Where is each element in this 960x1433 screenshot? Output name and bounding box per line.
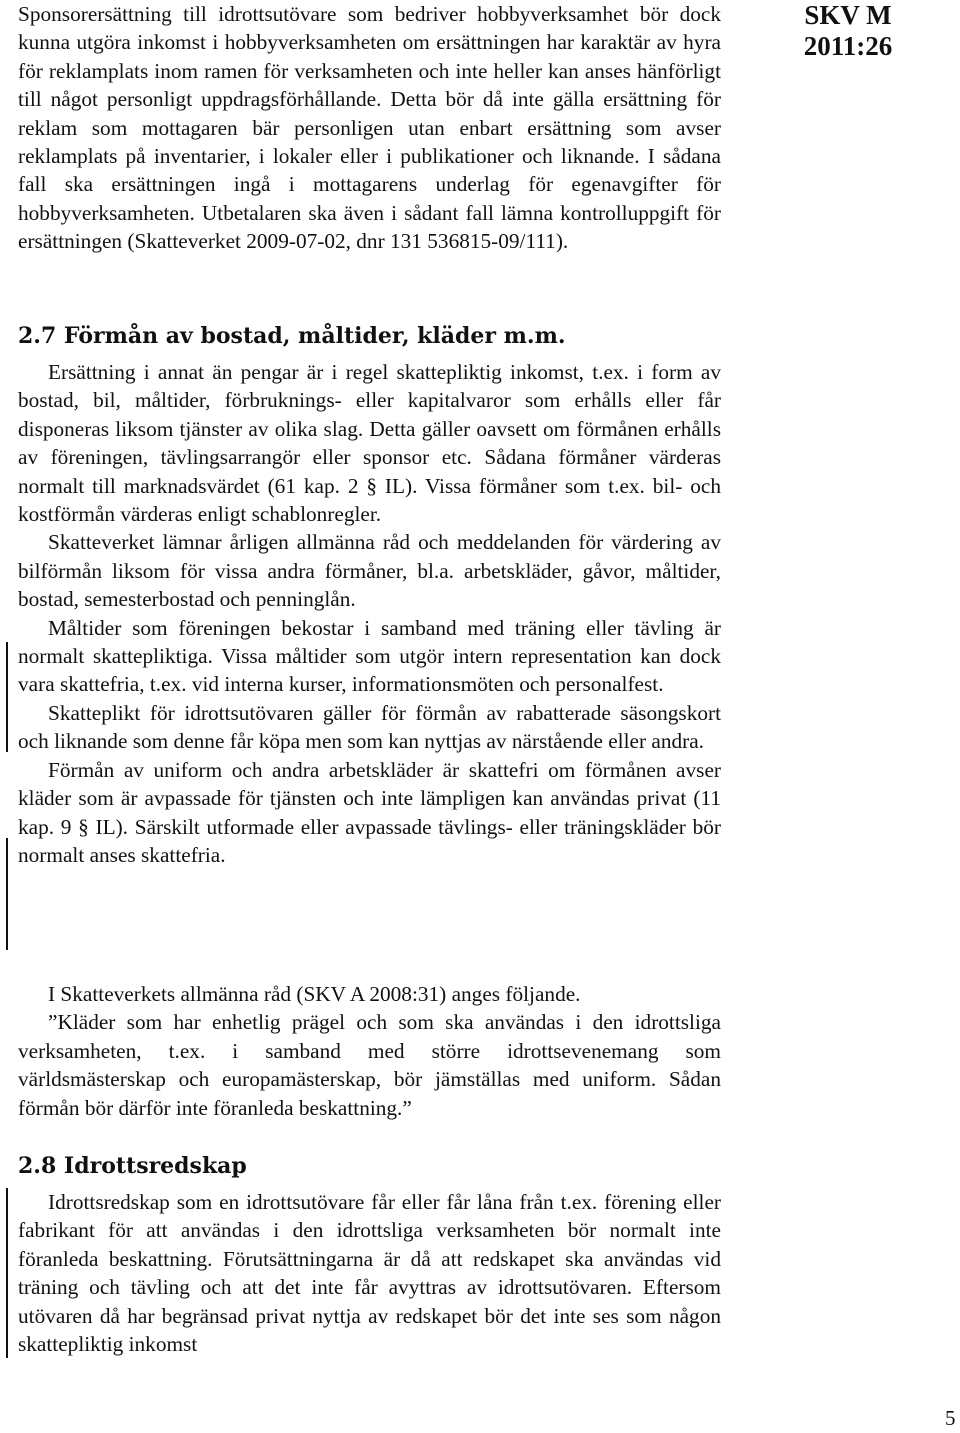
page-number: 5 bbox=[945, 1406, 956, 1430]
change-bar-uniforms bbox=[6, 838, 8, 950]
paragraph-skatteverket-guidance: Skatteverket lämnar årligen allmänna råd och meddelanden för värdering av bilförmån liksom för vissa andra förmåner, bl.a. arbetskläder, gåvor, måltider, bostad, semesterbostad och penninglån. bbox=[18, 530, 721, 612]
section-heading-2-7: 2.7 Förmån av bostad, måltider, kläder m.m. bbox=[18, 323, 566, 349]
section-heading-2-8: 2.8 Idrottsredskap bbox=[18, 1153, 247, 1179]
general-advice-block bbox=[18, 980, 721, 1122]
document-identifier bbox=[783, 0, 913, 62]
general-advice-quote: ”Kläder som har enhetlig prägel och som ska användas i den idrottsliga verksamheten, t.ex. i samband med större idrottsevenemang som världsmästerskap och europamästerskap, bör jämställas med uniform. Sådan förmån bör därför inte föranleda beskattning.” bbox=[18, 1010, 721, 1120]
change-bar-meals bbox=[6, 642, 8, 752]
paragraph-uniforms: Förmån av uniform och andra arbetskläder är skattefri om förmånen avser kläder som är avpassade för tjänsten och inte lämpligen kan användas privat (11 kap. 9 § IL). Särskilt utformade eller avpassade tävlings- eller träningskläder bör normalt anses skattefria. bbox=[18, 757, 721, 867]
document-series: SKV M bbox=[804, 0, 892, 30]
paragraph-meals: Måltider som föreningen bekostar i samband med träning eller tävling är normalt skattepliktiga. Vissa måltider som utgör intern representation kan dock vara skattefria, t.ex. vid interna kurser, informationsmöten och personalfest. bbox=[18, 615, 721, 697]
paragraph-season-tickets: Skatteplikt för idrottsutövaren gäller för förmån av rabatterade säsongskort och liknande som denne får köpa men som kan nyttjas av närstående eller andra. bbox=[18, 700, 721, 754]
general-advice-intro: I Skatteverkets allmänna råd (SKV A 2008:31) anges följande. bbox=[48, 982, 581, 1006]
paragraph-sports-equipment: Idrottsredskap som en idrottsutövare får eller får låna från t.ex. förening eller fabrikant för att användas i den idrottsliga verksamheten bör normalt inte föranleda beskattning. Förutsättningarna är då att redskapet ska användas vid träning och tävling och att det inte får avyttras av idrottsutövaren. Eftersom utövaren då har begränsad privat nyttja av redskapet bör det inte ses som någon skattepliktig inkomst bbox=[18, 1190, 721, 1357]
change-bar-sports-equipment bbox=[6, 1188, 8, 1358]
document-number: 2011:26 bbox=[803, 31, 893, 61]
section-2-8-body bbox=[18, 1188, 721, 1358]
section-2-7-body bbox=[18, 358, 721, 869]
intro-text: Sponsorersättning till idrottsutövare som bedriver hobbyverksamhet bör dock kunna utgöra inkomst i hobbyverksamheten om ersättningen har karaktär av hyra för reklamplats inom ramen för verksamheten och inte heller kan anses hänförligt till något personligt uppdragsförhållande. Detta bör då inte gälla ersättning för reklam som mottagaren bär personligen utan enbart ersättning som avser reklamplats på inventarier, i lokaler eller i publikationer och liknande. I sådana fall ska ersättningen ingå i mottagarens underlag för egenavgifter för hobbyverksamheten. Utbetalaren ska även i sådant fall lämna kontrolluppgift för ersättningen (Skatteverket 2009-07-02, dnr 131 536815-09/111). bbox=[18, 2, 721, 254]
paragraph-benefits-general: Ersättning i annat än pengar är i regel skattepliktig inkomst, t.ex. i form av bostad, bil, måltider, förbruknings- eller kapitalvaror som erhålls eller får disponeras liksom tjänster av olika slag. Detta gäller oavsett om förmånen erhålls av föreningen, tävlingsarrangör eller sponsor etc. Sådana förmåner värderas normalt till marknadsvärdet (61 kap. 2 § IL). Vissa förmåner som t.ex. bil- och kostförmån värderas enligt schablonregler. bbox=[18, 360, 721, 527]
intro-paragraph bbox=[18, 0, 721, 256]
